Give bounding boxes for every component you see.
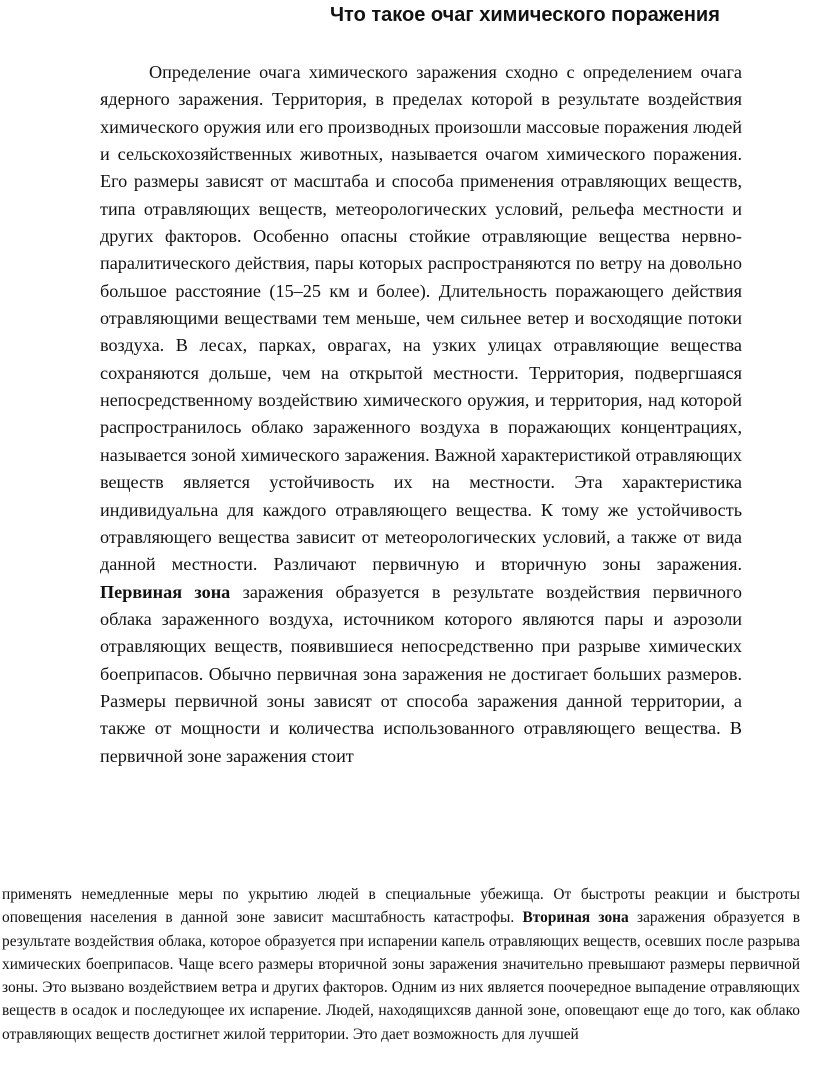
bottom-paragraph-text-1: применять немедленные меры по укрытию людей в специальные убежища. От быстроты реакции и быстроты оповещения населения в данной зоне зависит масштабность катастрофы. (2, 886, 800, 927)
document-title: Что такое очаг химического поражения (330, 4, 720, 26)
bottom-paragraph-bold-term: Вториная зона (522, 909, 629, 927)
bottom-paragraph-text-2: заражения образуется в результате воздействия облака, которое образуется при испарении капель отравляющих веществ, осевших после разрыва химических боеприпасов. Чаще всего размеры вторичной зоны заражения значительно превышают размеры первичной зоны. Это вызвано воздействием ветра и других факторов. Одним из них является поочередное выпадение отравляющих веществ в осадок и последующее их испарение. Людей, находящихсяв данной зоне, оповещают еще до того, как облако отравляющих веществ достигнет жилой территории. Это дает возможность для лучшей (2, 909, 800, 1043)
bottom-paragraph (2, 883, 800, 1046)
main-paragraph-text-1: Определение очага химического заражения сходно с определением очага ядерного заражения. Территория, в пределах которой в результате воздействия химического оружия или его производных произошли массовые поражения людей и сельскохозяйственных животных, называется очагом химического поражения. Его размеры зависят от масштаба и способа применения отравляющих веществ, типа отравляющих веществ, метеорологических условий, рельефа местности и других факторов. Особенно опасны стойкие отравляющие вещества нервно-паралитического действия, пары которых распространяются по ветру на довольно большое расстояние (15–25 км и более). Длительность поражающего действия отравляющими веществами тем меньше, чем сильнее ветер и восходящие потоки воздуха. В лесах, парках, оврагах, на узких улицах отравляющие вещества сохраняются дольше, чем на открытой местности. Территория, подвергшаяся непосредственному воздействию химического оружия, и территория, над которой распространилось облако зараженного воздуха в поражающих концентрациях, называется зоной химического заражения. Важной характеристикой отравляющих веществ является устойчивость их на местности. Эта характеристика индивидуальна для каждого отравляющего вещества. К тому же устойчивость отравляющего вещества зависит от метеорологических условий, а также от вида данной местности. Различают первичную и вторичную зоны заражения. (100, 62, 742, 575)
main-paragraph (100, 59, 742, 770)
main-paragraph-text-2: заражения образуется в результате воздействия первичного облака зараженного воздуха, источником которого являются пары и аэрозоли отравляющих веществ, появившиеся непосредственно при разрыве химических боеприпасов. Обычно первичная зона заражения не достигает больших размеров. Размеры первичной зоны зависят от способа заражения данной территории, а также от мощности и количества использованного отравляющего вещества. В первичной зоне заражения стоит (100, 581, 742, 766)
main-paragraph-bold-term: Первиная зона (100, 581, 231, 602)
